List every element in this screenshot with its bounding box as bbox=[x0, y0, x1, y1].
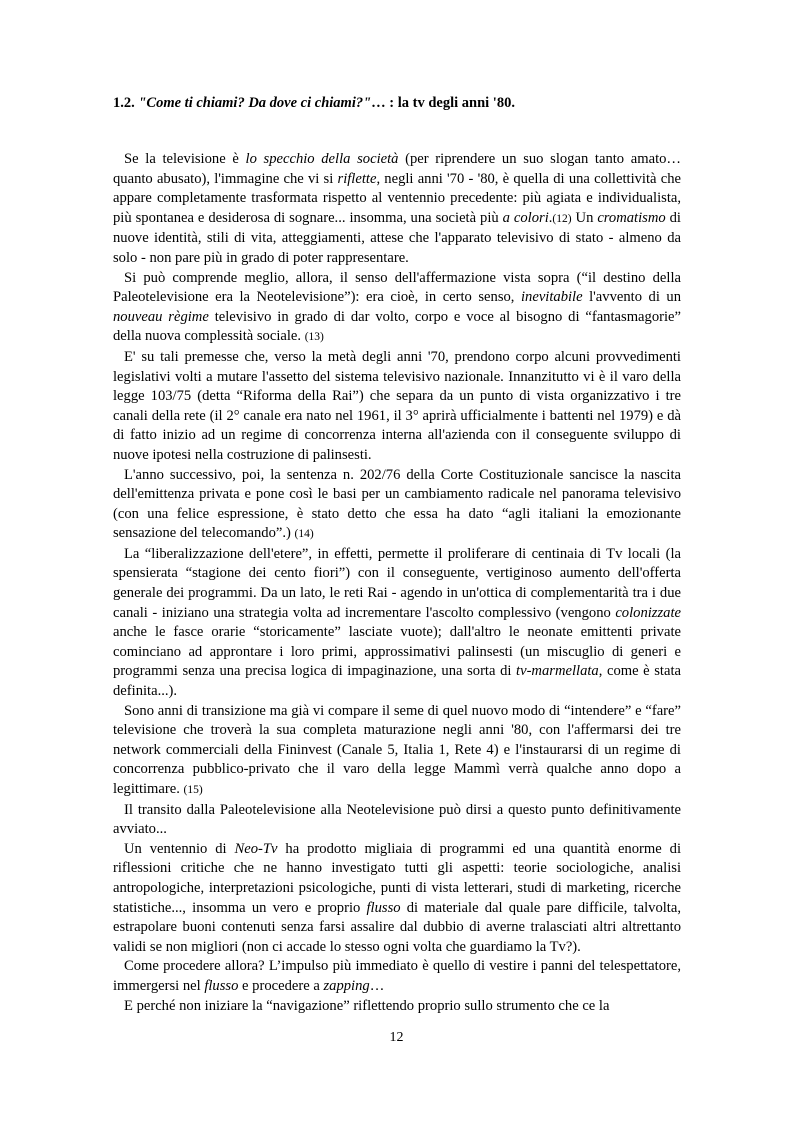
paragraph bbox=[113, 840, 681, 958]
italic-text: lo specchio della società bbox=[245, 151, 399, 167]
text-run: Se la televisione è bbox=[124, 151, 246, 167]
italic-text: a colori bbox=[502, 209, 549, 226]
text-run: Si può comprende meglio, allora, il senso dell'affermazione vista sopra (“il destino della Paleotelevisione era la Neotelevisione”): era cioè, in certo senso, bbox=[113, 269, 681, 306]
text-run: (per riprendere un suo slogan tanto amato… quanto abusato), l'immagine che vi si bbox=[113, 151, 682, 187]
footnote-ref: (14) bbox=[294, 528, 314, 541]
footnote-ref: (13) bbox=[304, 331, 324, 344]
text-run: Un bbox=[571, 209, 598, 226]
text-run: E perché non iniziare la “navigazione” riflettendo proprio sullo strumento che ce la bbox=[124, 997, 610, 1014]
text-run: La “liberalizzazione dell'etere”, in effetti, permette il proliferare di centinaia di Tv locali (la spensierata “stagione dei cento fiori”) con il conseguente, vertiginoso aumento dell'offerta generale dei programmi. Da un lato, le reti Rai - agendo in un'ottica di complementarità tra i due canali - iniziano una strategia volta ad incrementare l'ascolto complessivo (vengono bbox=[113, 545, 681, 621]
paragraph bbox=[113, 801, 681, 840]
section-title-ellipsis: … bbox=[371, 95, 390, 111]
text-run: , negli anni '70 - '80, è quella di una collettività che appare completamente trasformata rispetto al ventennio precedente: più agiata e individualista, più spontanea e desiderosa di sognare... insomma, una società più bbox=[113, 170, 681, 226]
italic-text: zapping bbox=[323, 977, 370, 994]
section-number: 1.2. bbox=[113, 95, 139, 111]
text-run: , come è stata definita...). bbox=[113, 663, 681, 700]
italic-text: tv-marmellata bbox=[516, 663, 599, 680]
section-heading bbox=[113, 95, 693, 112]
paragraph bbox=[113, 545, 681, 702]
section-subtitle: : la tv degli anni '80. bbox=[389, 95, 515, 111]
text-run: anche le fasce orarie “storicamente” lasciate vuote); dall'altro le neonate emittenti private cominciano ad approntare i loro primi, approssimativi palinsesti (un miscuglio di generi e programmi senza una precisa logica di impaginazione, una sorta di bbox=[113, 624, 681, 680]
paragraph bbox=[113, 702, 681, 801]
text-run: Sono anni di transizione ma già vi compare il seme di quel nuovo modo di “intendere” e “fare” televisione che troverà la sua completa maturazione negli anni '80, con l'affermarsi dei tre network commerciali della Fininvest (Canale 5, Italia 1, Rete 4) e l'instaurarsi di un regime di concorrenza pubblico-privato che il varo della legge Mammì verrà qualche anno dopo a legittimare. bbox=[113, 702, 681, 797]
page-number: 12 bbox=[389, 1030, 404, 1045]
italic-text: riflette bbox=[337, 170, 377, 187]
footnote-ref: (15) bbox=[183, 784, 203, 796]
italic-text: flusso bbox=[204, 977, 239, 994]
italic-text: flusso bbox=[366, 899, 401, 916]
text-run: . bbox=[548, 209, 553, 226]
text-run: e procedere a bbox=[238, 977, 324, 994]
paragraph bbox=[113, 348, 681, 466]
text-run: di materiale dal quale pare difficile, talvolta, estrapolare buoni contenuti senza farsi assalire dal dubbio di averne tralasciati altri altrettanto validi se non migliori (non ci accade lo stesso ogni volta che guardiamo la Tv?). bbox=[113, 899, 681, 955]
footnote-ref: (12) bbox=[552, 212, 572, 225]
paragraph bbox=[113, 957, 681, 996]
text-run: E' su tali premesse che, verso la metà degli anni '70, prendono corpo alcuni provvedimenti legislativi volti a mutare l'assetto del sistema televisivo nazionale. Innanzitutto vi è il varo della legge 103/75 (detta “Riforma della Rai”) che separa da un punto di vista organizzativo i tre canali della rete (il 2° canale era nato nel 1961, il 3° aprirà ufficialmente i battenti nel 1979) e dà di fatto inizio ad un regime di concorrenza interna all'azienda con il conseguente sviluppo di nuove ipotesi nella costruzione di palinsesti. bbox=[113, 348, 681, 463]
text-run: Un ventennio di bbox=[124, 840, 235, 857]
text-run: ha prodotto migliaia di programmi ed una quantità enorme di riflessioni critiche che ne hanno investigato tutti gli aspetti: teorie sociologiche, analisi antropologiche, interpretazioni psicologiche, punti di vista letterari, studi di marketing, ricerche statistiche..., insomma un vero e proprio bbox=[113, 840, 681, 916]
paragraph bbox=[113, 150, 681, 269]
text-run: televisivo in grado di dar volto, corpo e voce al bisogno di “fantasmagorie” della nuova complessità sociale. bbox=[113, 308, 681, 345]
paragraph bbox=[113, 269, 681, 348]
italic-text: nouveau règime bbox=[113, 308, 209, 325]
italic-text: cromatismo bbox=[597, 209, 666, 226]
section-title-quote: "Come ti chiami? Da dove ci chiami?" bbox=[138, 95, 372, 111]
text-run: Il transito dalla Paleotelevisione alla Neotelevisione può dirsi a questo punto definitivamente avviato... bbox=[113, 801, 681, 838]
italic-text: inevitabile bbox=[520, 289, 583, 306]
body-text bbox=[113, 150, 681, 1016]
text-run: Come procedere allora? L’impulso più immediato è quello di vestire i panni del telespettatore, immergersi nel bbox=[113, 958, 681, 994]
paragraph bbox=[113, 997, 681, 1017]
italic-text: Neo-Tv bbox=[234, 840, 278, 857]
text-run: … bbox=[369, 977, 385, 994]
italic-text: colonizzate bbox=[615, 604, 681, 621]
text-run: l'avvento di un bbox=[582, 289, 681, 306]
paragraph bbox=[113, 466, 681, 545]
text-run: di nuove identità, stili di vita, atteggiamenti, attese che l'apparato televisivo di stato - almeno da solo - non pare più in grado di poter rappresentare. bbox=[113, 209, 681, 266]
text-run: L'anno successivo, poi, la sentenza n. 202/76 della Corte Costituzionale sancisce la nascita dell'emittenza privata e pone così le basi per un cambiamento radicale nel panorama televisivo (con una felice espressione, è stato detto che essa ha dato “agli italiani la emozionante sensazione del telecomando”.) bbox=[113, 466, 681, 542]
